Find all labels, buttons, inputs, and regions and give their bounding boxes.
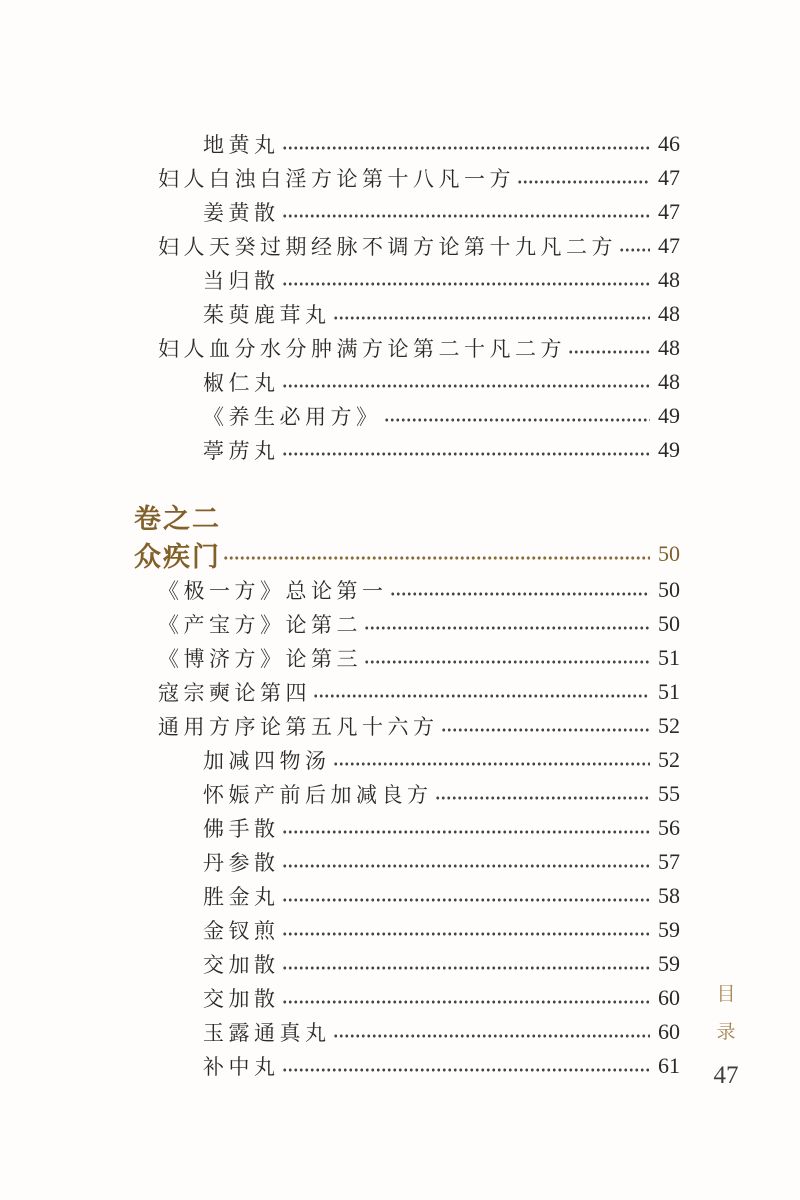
toc-entry-page: 47 (658, 199, 680, 224)
toc-entry (134, 399, 680, 433)
toc-entry-title: 《博济方》论第三 (158, 647, 362, 671)
table-of-contents (134, 127, 680, 1083)
dot-leader (282, 433, 651, 467)
dot-leader (313, 675, 650, 709)
dot-leader (282, 365, 651, 399)
side-label-char-lu: 录 (716, 1022, 736, 1043)
toc-entry-title: 妇人血分水分肿满方论第二十凡二方 (158, 337, 566, 361)
toc-entry (134, 879, 680, 913)
toc-entry-title: 当归散 (203, 269, 280, 293)
volume-heading-row (134, 497, 680, 535)
toc-entry-page: 60 (658, 985, 680, 1010)
toc-entry (134, 195, 680, 229)
toc-entry (134, 161, 680, 195)
toc-entry (134, 811, 680, 845)
dot-leader (435, 777, 651, 811)
dot-leader (568, 331, 650, 365)
dot-leader (282, 879, 651, 913)
toc-entry (134, 777, 680, 811)
toc-entry (134, 607, 680, 641)
toc-entry (134, 675, 680, 709)
toc-entry-title: 胜金丸 (203, 885, 280, 909)
toc-entries-bottom (134, 573, 680, 1083)
toc-entry (134, 981, 680, 1015)
toc-entry-page: 56 (658, 815, 680, 840)
toc-entry-page: 49 (658, 403, 680, 428)
toc-entry (134, 913, 680, 947)
dot-leader (441, 709, 651, 743)
toc-entries-top (134, 127, 680, 467)
toc-entry-title: 《养生必用方》 (203, 405, 382, 429)
dot-leader (282, 811, 651, 845)
toc-entry-title: 地黄丸 (203, 133, 280, 157)
toc-entry-title: 妇人白浊白淫方论第十八凡一方 (158, 167, 515, 191)
toc-entry-title: 《极一方》总论第一 (158, 579, 388, 603)
toc-entry (134, 263, 680, 297)
toc-entry-page: 46 (658, 131, 680, 156)
toc-entry-title: 补中丸 (203, 1055, 280, 1079)
toc-entry (134, 1015, 680, 1049)
folio-page-number: 47 (713, 1062, 739, 1089)
volume-heading: 卷之二 (134, 503, 221, 534)
dot-leader (390, 573, 651, 607)
toc-entry-title: 通用方序论第五凡十六方 (158, 715, 439, 739)
toc-entry-page: 50 (658, 577, 680, 602)
dot-leader (223, 535, 650, 573)
toc-entry-title: 姜黄散 (203, 201, 280, 225)
toc-entry-page: 50 (658, 611, 680, 636)
toc-entry-page: 47 (658, 233, 680, 258)
dot-leader (282, 127, 651, 161)
chapter-heading-block (134, 497, 680, 573)
toc-entry-title: 怀娠产前后加减良方 (203, 783, 433, 807)
page-margin-column (706, 985, 746, 1090)
toc-entry (134, 331, 680, 365)
toc-entry-page: 48 (658, 301, 680, 326)
toc-entry-page: 52 (658, 713, 680, 738)
toc-entry-title: 椒仁丸 (203, 371, 280, 395)
toc-entry (134, 127, 680, 161)
dot-leader (282, 981, 651, 1015)
dot-leader (619, 229, 650, 263)
toc-entry-title: 妇人天癸过期经脉不调方论第十九凡二方 (158, 235, 617, 259)
toc-entry-page: 51 (658, 679, 680, 704)
side-label-char-mu: 目 (716, 984, 736, 1005)
toc-entry (134, 743, 680, 777)
toc-entry (134, 573, 680, 607)
toc-entry-page: 52 (658, 747, 680, 772)
toc-entry-page: 48 (658, 335, 680, 360)
section-page-number: 50 (658, 541, 680, 566)
toc-entry-title: 《产宝方》论第二 (158, 613, 362, 637)
toc-entry-page: 60 (658, 1019, 680, 1044)
toc-entry (134, 433, 680, 467)
dot-leader (282, 845, 651, 879)
toc-entry (134, 229, 680, 263)
toc-entry-page: 51 (658, 645, 680, 670)
dot-leader (333, 297, 651, 331)
dot-leader (282, 947, 651, 981)
toc-entry-page: 49 (658, 437, 680, 462)
toc-entry-title: 佛手散 (203, 817, 280, 841)
dot-leader (282, 913, 651, 947)
toc-entry-page: 59 (658, 917, 680, 942)
toc-entry-page: 48 (658, 369, 680, 394)
toc-entry (134, 365, 680, 399)
toc-entry-page: 61 (658, 1053, 680, 1078)
toc-entry-page: 48 (658, 267, 680, 292)
dot-leader (282, 1049, 651, 1083)
dot-leader (282, 263, 651, 297)
toc-entry-page: 55 (658, 781, 680, 806)
toc-entry-title: 交加散 (203, 987, 280, 1011)
toc-entry-page: 58 (658, 883, 680, 908)
dot-leader (364, 607, 650, 641)
dot-leader (384, 399, 651, 433)
toc-entry-page: 47 (658, 165, 680, 190)
toc-entry-title: 茱萸鹿茸丸 (203, 303, 331, 327)
toc-entry (134, 1049, 680, 1083)
toc-entry-title: 交加散 (203, 953, 280, 977)
dot-leader (517, 161, 650, 195)
toc-entry (134, 947, 680, 981)
toc-entry-title: 金钗煎 (203, 919, 280, 943)
toc-entry (134, 845, 680, 879)
toc-entry-title: 丹参散 (203, 851, 280, 875)
dot-leader (333, 1015, 651, 1049)
toc-entry-title: 玉露通真丸 (203, 1021, 331, 1045)
toc-entry-title: 葶苈丸 (203, 439, 280, 463)
toc-entry-page: 59 (658, 951, 680, 976)
toc-entry (134, 709, 680, 743)
dot-leader (364, 641, 650, 675)
section-heading: 众疾门 (134, 541, 221, 572)
toc-entry-title: 加减四物汤 (203, 749, 331, 773)
section-heading-row (134, 535, 680, 573)
toc-entry (134, 297, 680, 331)
dot-leader (282, 195, 651, 229)
toc-entry-title: 寇宗奭论第四 (158, 681, 311, 705)
dot-leader (333, 743, 651, 777)
toc-entry (134, 641, 680, 675)
toc-entry-page: 57 (658, 849, 680, 874)
